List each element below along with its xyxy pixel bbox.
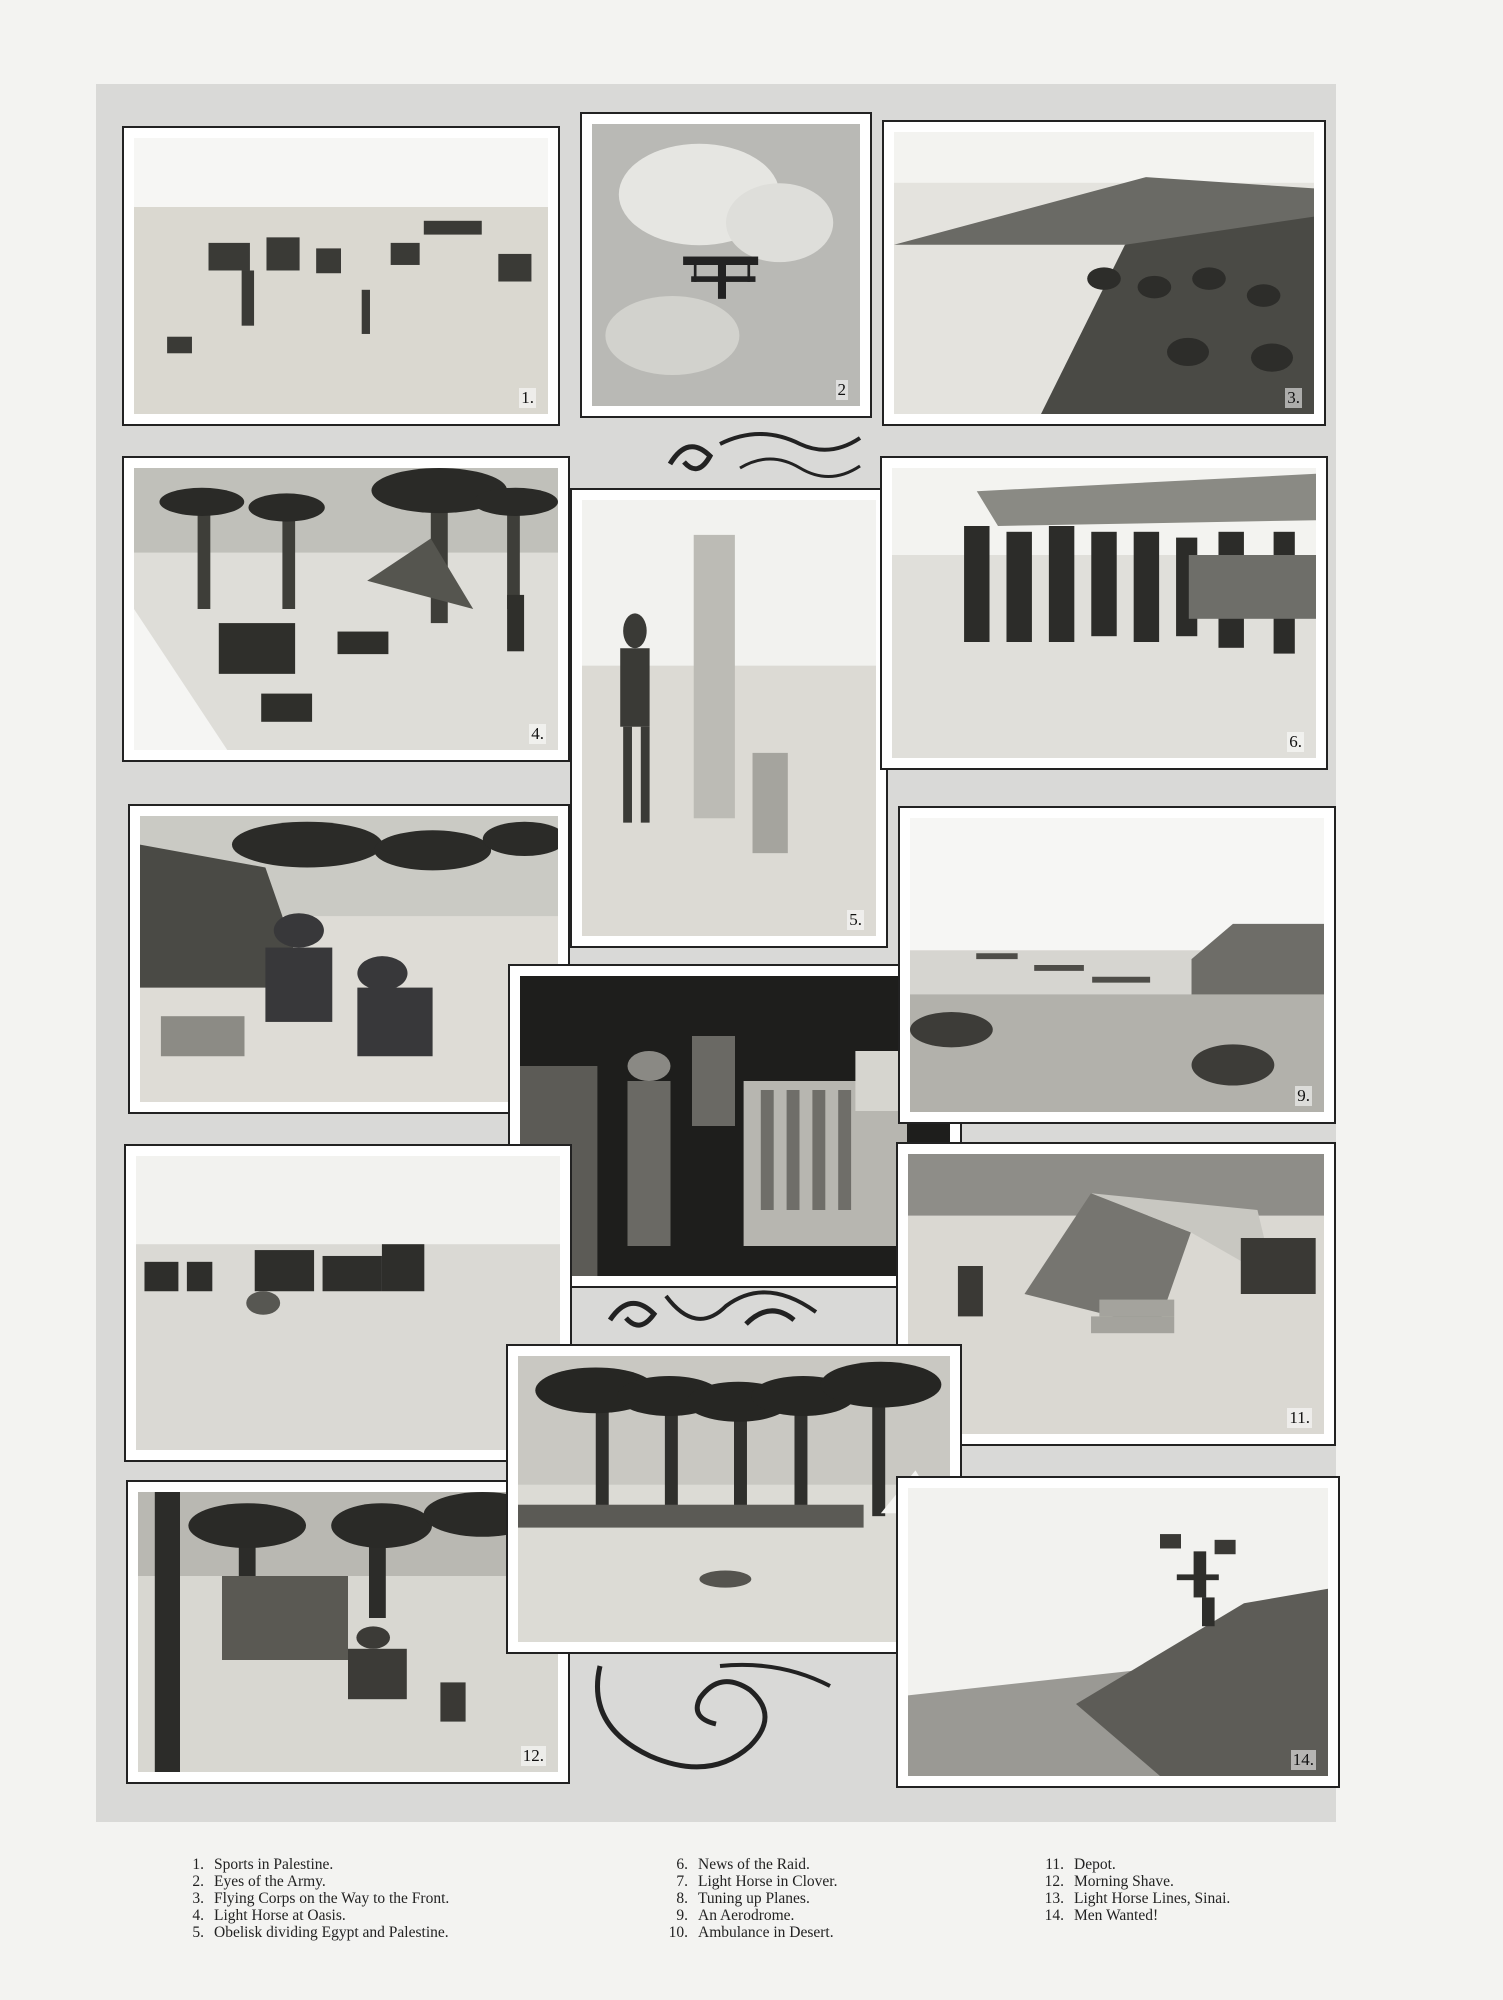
photo-number: 2	[837, 380, 846, 399]
photo-2-eyes-of-the-army	[580, 112, 872, 418]
photo-number: 4.	[531, 724, 544, 743]
caption-item: 2. Eyes of the Army.	[192, 1873, 326, 1890]
caption-item: 14. Men Wanted!	[1044, 1907, 1159, 1924]
caption-item: 3. Flying Corps on the Way to the Front.	[192, 1890, 450, 1907]
caption-item: 1. Sports in Palestine.	[192, 1856, 334, 1873]
photo-7-light-horse-in-clover	[128, 804, 570, 1114]
caption-item: 5. Obelisk dividing Egypt and Palestine.	[192, 1924, 449, 1941]
caption-item: 4. Light Horse at Oasis.	[192, 1907, 346, 1924]
photo-number: 14.	[1292, 1750, 1314, 1769]
photo-number: 3.	[1287, 388, 1300, 407]
caption-column-1	[170, 1856, 449, 1941]
photo-3-flying-corps	[882, 120, 1326, 426]
caption-item: 8. Tuning up Planes.	[676, 1890, 810, 1907]
photo-number: 12.	[522, 1746, 544, 1765]
caption-item: 7. Light Horse in Clover.	[676, 1873, 838, 1890]
caption-item: 10. Ambulance in Desert.	[668, 1924, 834, 1941]
photo-4-light-horse-at-oasis	[122, 456, 570, 762]
photo-13-light-horse-lines-sinai	[506, 1344, 962, 1654]
photo-9-an-aerodrome	[898, 806, 1336, 1124]
photo-12-morning-shave	[126, 1480, 570, 1784]
caption-item: 9. An Aerodrome.	[676, 1907, 795, 1924]
caption-item: 13. Light Horse Lines, Sinai.	[1044, 1890, 1231, 1907]
photo-1-sports-in-palestine	[122, 126, 560, 426]
photo-number: 6.	[1289, 732, 1302, 751]
photo-number: 1.	[521, 388, 534, 407]
caption-column-2	[654, 1856, 838, 1941]
photo-14-men-wanted	[896, 1476, 1340, 1788]
caption-item: 12. Morning Shave.	[1044, 1873, 1174, 1890]
caption-item: 11. Depot.	[1045, 1856, 1116, 1873]
photo-number: 11.	[1289, 1408, 1310, 1427]
photo-number: 5.	[849, 910, 862, 929]
scroll-ornament-top	[660, 424, 880, 488]
caption-column-3	[1030, 1856, 1230, 1924]
scroll-ornament-bottom	[580, 1656, 850, 1796]
photo-number: 9.	[1297, 1086, 1310, 1105]
photo-5-obelisk	[570, 488, 888, 948]
photo-8-tuning-up-planes	[508, 964, 962, 1288]
photo-6-news-of-the-raid	[880, 456, 1328, 770]
photo-10-ambulance-in-desert	[124, 1144, 572, 1462]
caption-item: 6. News of the Raid.	[676, 1856, 810, 1873]
photo-11-depot	[896, 1142, 1336, 1446]
scroll-ornament-middle	[596, 1284, 836, 1340]
